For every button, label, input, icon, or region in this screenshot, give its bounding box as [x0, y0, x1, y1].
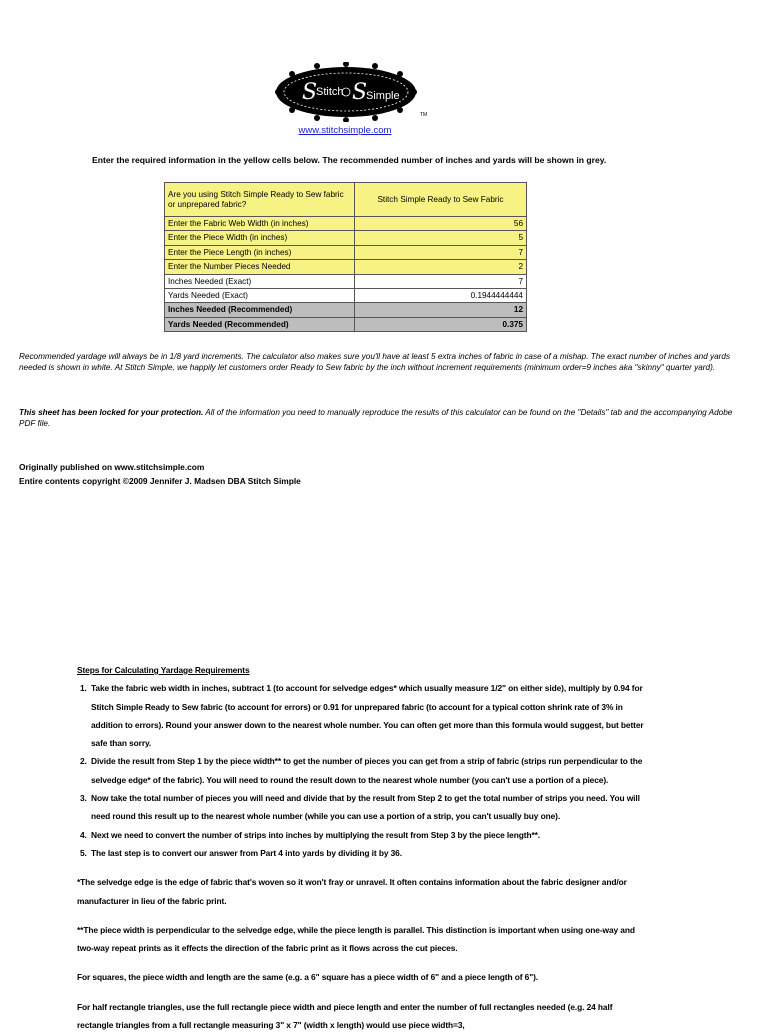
- svg-text:S: S: [352, 80, 368, 105]
- inches-recommended-value: 12: [355, 303, 527, 317]
- selvedge-note: *The selvedge edge is the edge of fabric that's woven so it won't fray or unravel. It often contains information about the fabric designer and/or manufacturer in lieu of the fabric print.: [77, 877, 627, 906]
- stitch-simple-logo: [272, 62, 420, 122]
- number-pieces-row: [165, 260, 527, 274]
- svg-text:Simple: Simple: [366, 90, 400, 102]
- row-label: Enter the Piece Length (in inches): [165, 245, 355, 259]
- steps-section: [77, 661, 647, 1034]
- piece-width-row: [165, 231, 527, 245]
- inches-exact-row: [165, 274, 527, 288]
- piece-length-row: [165, 245, 527, 259]
- step-item: 3. Now take the total number of pieces you will need and divide that by the result from Step 2 to get the total number of strips you need. You will need round this result up to the nearest whole number (while you can use a portion of a strip, you can't usually buy one).: [89, 789, 647, 826]
- number-pieces-input[interactable]: 2: [355, 260, 527, 274]
- fabric-type-select[interactable]: Stitch Simple Ready to Sew Fabric: [355, 183, 527, 217]
- copyright-note: Entire contents copyright ©2009 Jennifer J. Madsen DBA Stitch Simple: [19, 476, 301, 486]
- yardage-calculator: [164, 182, 527, 332]
- fabric-type-row: [165, 183, 527, 217]
- row-label: Inches Needed (Recommended): [165, 303, 355, 317]
- step-item: 2. Divide the result from Step 1 by the piece width** to get the number of pieces you can get from a strip of fabric (strips run perpendicular to the selvedge edge* of the fabric). You will need to round the result down to the nearest whole number (you can't use a portion of a piece).: [89, 752, 647, 789]
- row-label: Enter the Piece Width (in inches): [165, 231, 355, 245]
- lock-note: [19, 407, 749, 429]
- row-label: Enter the Fabric Web Width (in inches): [165, 217, 355, 231]
- inches-recommended-row: [165, 303, 527, 317]
- yardage-note: Recommended yardage will always be in 1/8 yard increments. The calculator also makes sure you'll have at least 5 extra inches of fabric in case of a mishap. The exact number of inches and yards needed is shown in white. At Stitch Simple, we happily let customers order Ready to Sew fabric by the inch without increment requirements (minimum order=9 inches aka "skinny" quarter yard).: [19, 352, 731, 372]
- yards-exact-row: [165, 289, 527, 303]
- steps-list: [77, 679, 647, 862]
- inches-exact-value: 7: [355, 274, 527, 288]
- fabric-web-width-row: [165, 217, 527, 231]
- row-label: Yards Needed (Recommended): [165, 317, 355, 331]
- yards-exact-value: 0.1944444444: [355, 289, 527, 303]
- step-item: 1. Take the fabric web width in inches, subtract 1 (to account for selvedge edges* which usually measure 1/2" on either side), multiply by 0.94 for Stitch Simple Ready to Sew fabric (to account for errors) or 0.91 for unprepared fabric (to account for a typical cotton shrink rate of 3% in addition to errors). Round your answer down to the nearest whole number. You can often get more than this formula would suggest, but better safe than sorry.: [89, 679, 647, 752]
- lock-note-rest: All of the information you need to manually reproduce the results of this calculator can be found on the "Details" tab and the accompanying Adobe PDF file.: [19, 408, 733, 428]
- piece-length-input[interactable]: 7: [355, 245, 527, 259]
- squares-note: For squares, the piece width and length are the same (e.g. a 6" square has a piece width of 6" and a piece length of 6").: [77, 972, 539, 983]
- yards-recommended-value: 0.375: [355, 317, 527, 331]
- row-label: Yards Needed (Exact): [165, 289, 355, 303]
- row-label: Inches Needed (Exact): [165, 274, 355, 288]
- svg-text:S: S: [302, 80, 318, 105]
- triangles-note: For half rectangle triangles, use the full rectangle piece width and piece length and enter the number of full rectangles needed (e.g. 24 half rectangle triangles from a full rectangle measuring 3" x 7" (width x length) would use piece width=3,: [77, 1001, 613, 1031]
- fabric-type-label: Are you using Stitch Simple Ready to Sew fabric or unprepared fabric?: [165, 183, 355, 217]
- lock-note-bold: This sheet has been locked for your protection.: [19, 408, 204, 417]
- instruction-text: Enter the required information in the yellow cells below. The recommended number of inches and yards will be shown in grey.: [92, 155, 607, 165]
- yards-recommended-row: [165, 317, 527, 331]
- site-link[interactable]: www.stitchsimple.com: [298, 125, 392, 136]
- piece-width-note: **The piece width is perpendicular to the selvedge edge, while the piece length is parallel. This distinction is important when using one-way and two-way repeat prints as it effects the direction of the fabric print as it flows across the cut pieces.: [77, 924, 635, 954]
- published-note: Originally published on www.stitchsimple.com: [19, 462, 205, 472]
- svg-text:Stitch: Stitch: [316, 86, 344, 98]
- credits: [19, 460, 301, 488]
- step-item: 5. The last step is to convert our answer from Part 4 into yards by dividing it by 36.: [89, 844, 647, 862]
- step-item: 4. Next we need to convert the number of strips into inches by multiplying the result from Step 3 by the piece length**.: [89, 826, 647, 844]
- row-label: Enter the Number Pieces Needed: [165, 260, 355, 274]
- fabric-web-width-input[interactable]: 56: [355, 217, 527, 231]
- steps-heading: Steps for Calculating Yardage Requirements: [77, 665, 250, 675]
- trademark: TM: [420, 112, 428, 118]
- piece-width-input[interactable]: 5: [355, 231, 527, 245]
